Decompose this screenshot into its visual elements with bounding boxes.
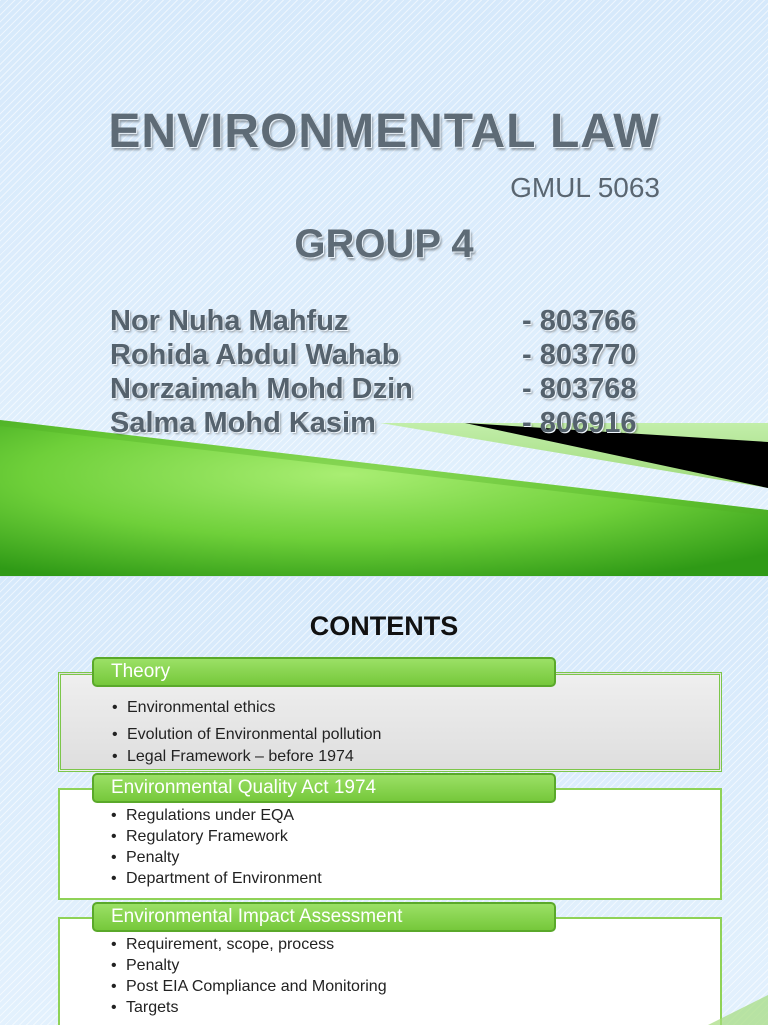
list-item: • Penalty bbox=[60, 847, 720, 868]
list-item: • Regulatory Framework bbox=[60, 826, 720, 847]
list-item: • Regulations under EQA bbox=[60, 805, 720, 826]
list-item: • Requirement, scope, process bbox=[60, 934, 720, 955]
member-id: - 803768 bbox=[522, 373, 637, 405]
list-item: • Department of Environment bbox=[60, 868, 720, 889]
contents-heading: CONTENTS bbox=[309, 611, 459, 641]
member-id: - 803770 bbox=[522, 339, 637, 371]
member-row bbox=[110, 407, 650, 441]
member-list bbox=[110, 305, 650, 441]
group-label: GROUP 4 bbox=[294, 222, 474, 266]
section-heading-eia: Environmental Impact Assessment bbox=[92, 902, 556, 932]
section-heading-eqa: Environmental Quality Act 1974 bbox=[92, 773, 556, 803]
section-heading-theory: Theory bbox=[92, 657, 556, 687]
list-item: • Evolution of Environmental pollution bbox=[61, 723, 719, 747]
member-id: - 803766 bbox=[522, 305, 637, 337]
member-name: Salma Mohd Kasim bbox=[110, 407, 376, 439]
member-row bbox=[110, 339, 650, 373]
section-box-eia bbox=[58, 917, 722, 1025]
list-item: • Penalty bbox=[60, 955, 720, 976]
list-item: • Legal Framework – before 1974 bbox=[61, 747, 719, 767]
member-name: Rohida Abdul Wahab bbox=[110, 339, 400, 371]
list-item: • Targets bbox=[60, 997, 720, 1018]
course-code: GMUL 5063 bbox=[510, 172, 660, 203]
list-item: • Environmental ethics bbox=[61, 696, 719, 720]
member-name: Norzaimah Mohd Dzin bbox=[110, 373, 413, 405]
member-id: - 806916 bbox=[522, 407, 637, 439]
green-corner-decoration bbox=[708, 985, 768, 1025]
contents-slide bbox=[0, 576, 768, 1025]
list-item: • Post EIA Compliance and Monitoring bbox=[60, 976, 720, 997]
member-name: Nor Nuha Mahfuz bbox=[110, 305, 349, 337]
member-row bbox=[110, 305, 650, 339]
section-box-eqa bbox=[58, 788, 722, 900]
presentation-title: ENVIRONMENTAL LAW bbox=[108, 105, 660, 158]
member-row bbox=[110, 373, 650, 407]
section-box-theory bbox=[58, 672, 722, 772]
